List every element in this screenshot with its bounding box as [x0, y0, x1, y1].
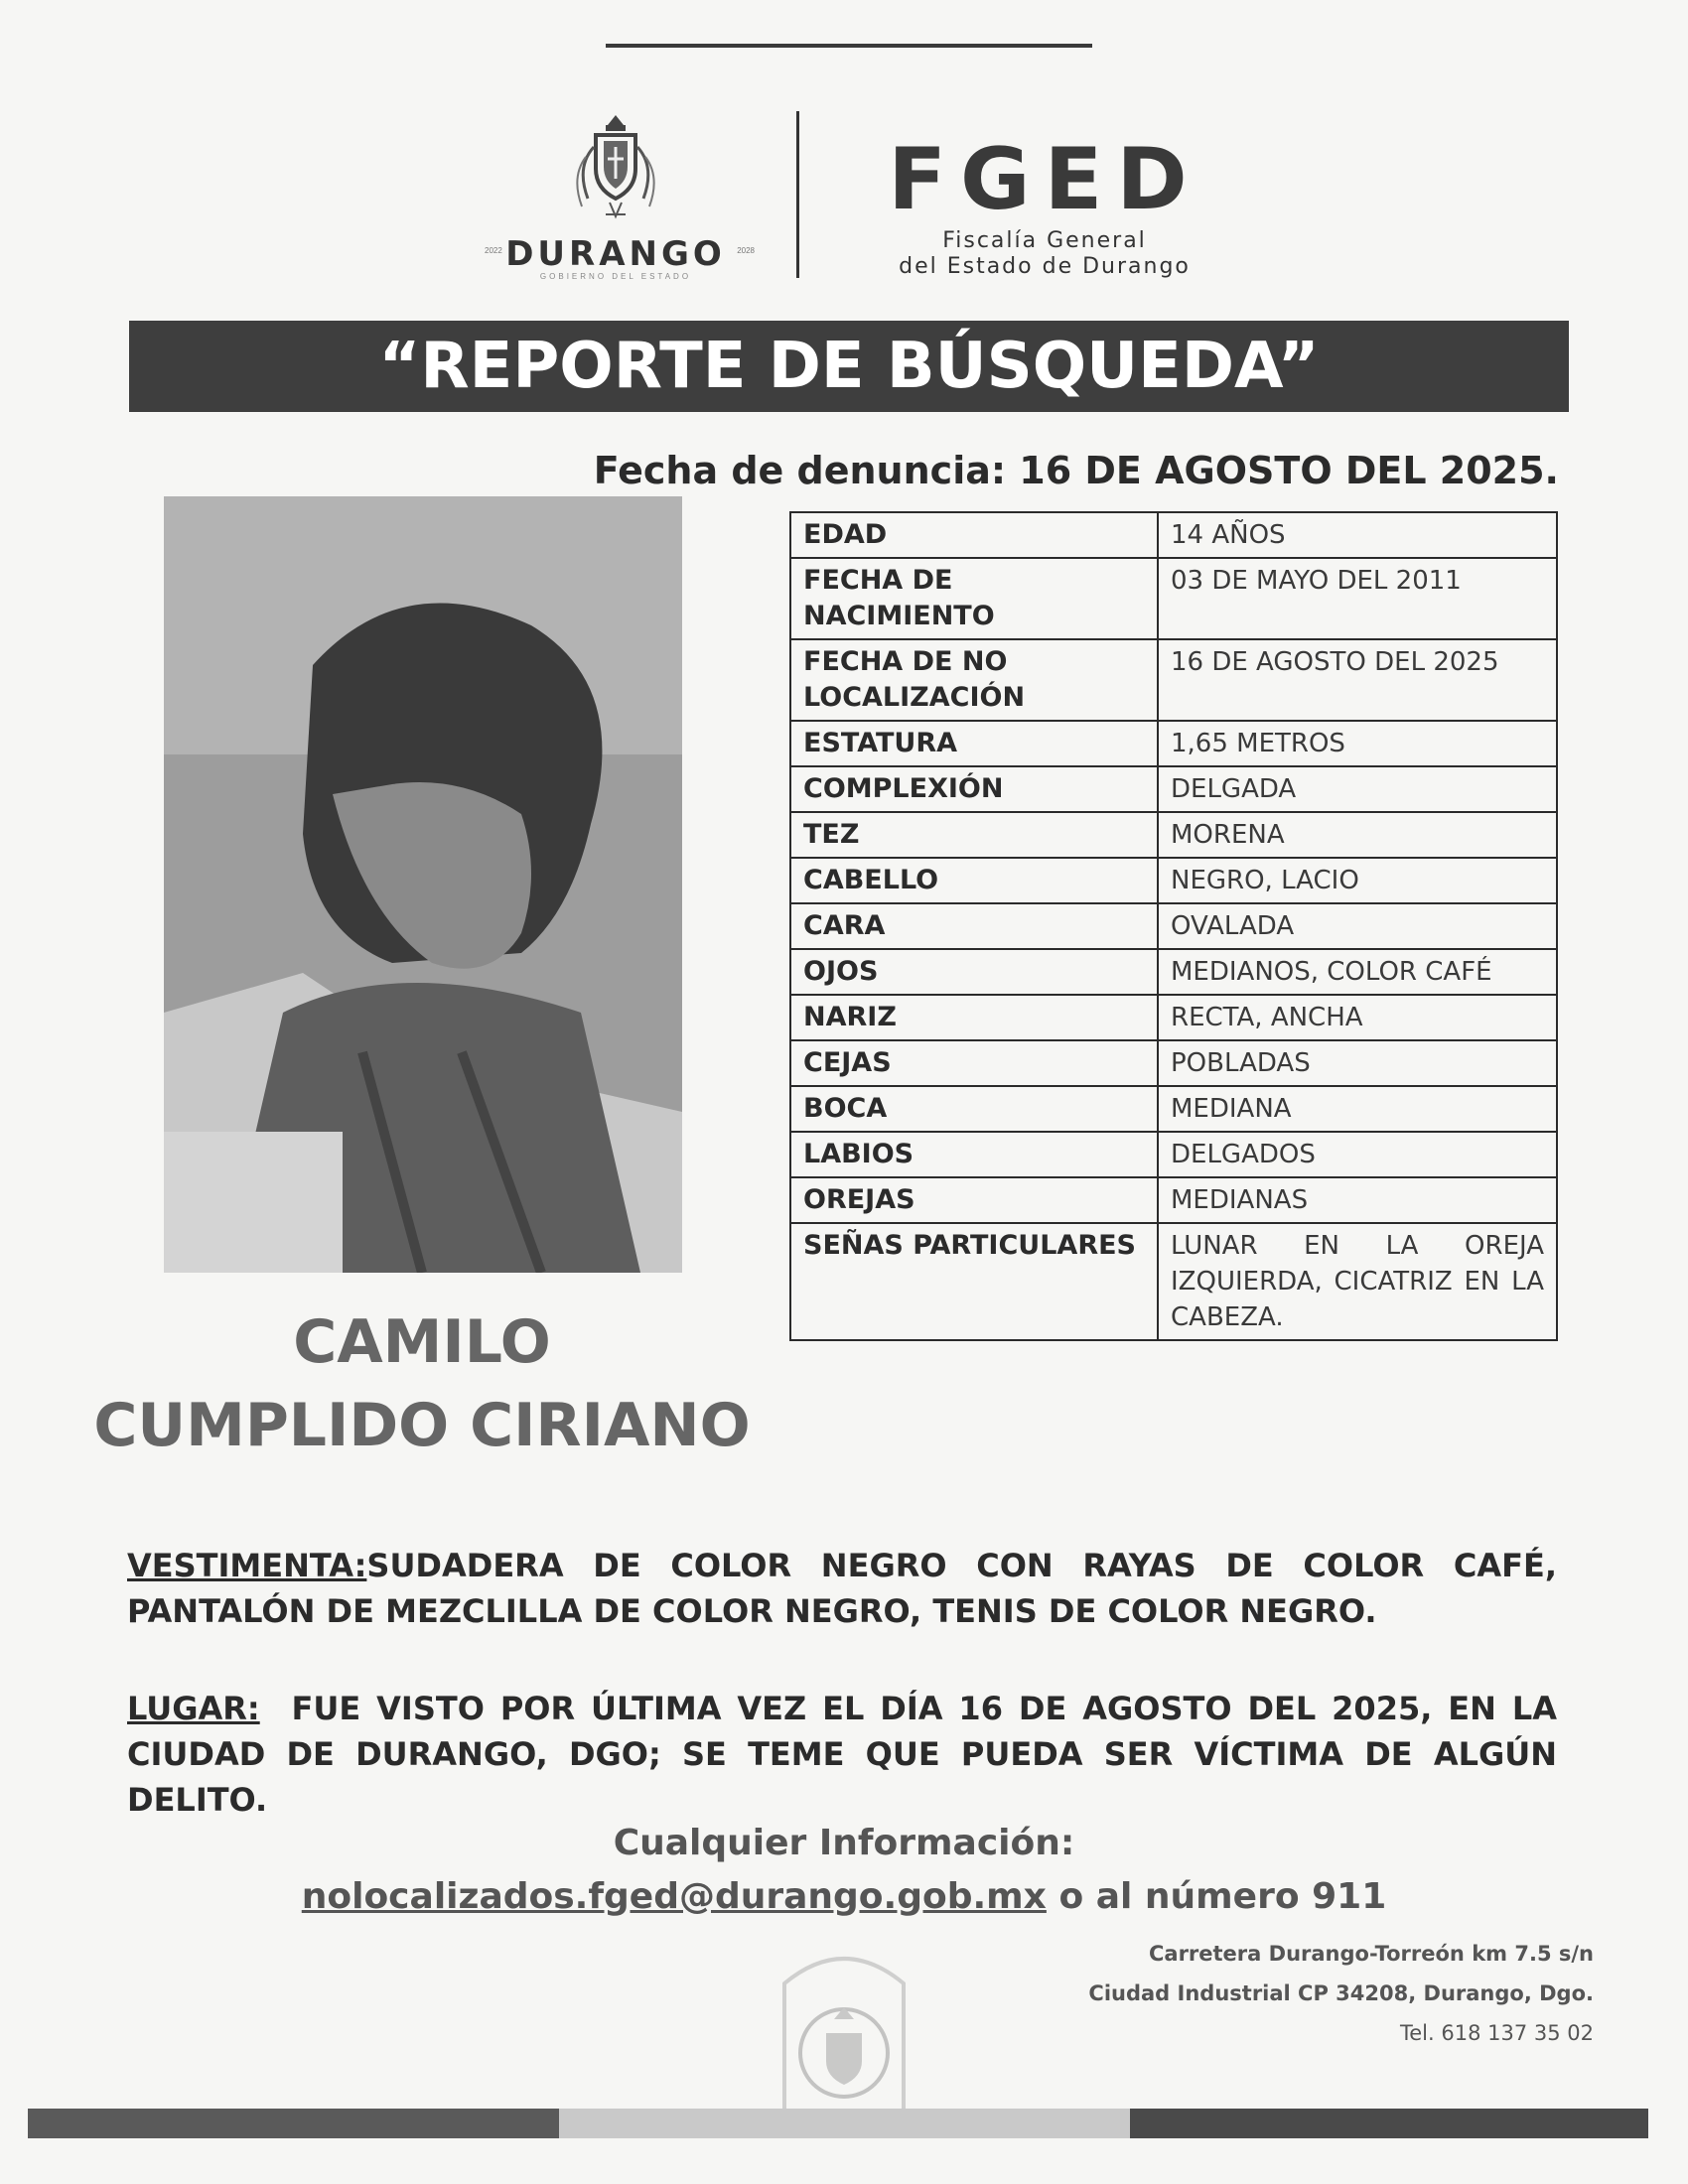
person-first-name: CAMILO [293, 1307, 551, 1377]
details-row [790, 812, 1557, 858]
details-value: NEGRO, LACIO [1158, 858, 1557, 903]
details-value: OVALADA [1158, 903, 1557, 949]
details-value: DELGADOS [1158, 1132, 1557, 1177]
fged-line1: Fiscalía General [942, 228, 1147, 253]
details-label: LABIOS [790, 1132, 1158, 1177]
details-label: CARA [790, 903, 1158, 949]
gov-years-left: 2022 [485, 246, 502, 255]
details-row [790, 558, 1557, 639]
details-value: 16 DE AGOSTO DEL 2025 [1158, 639, 1557, 721]
details-label: OJOS [790, 949, 1158, 995]
top-rule [606, 44, 1092, 48]
details-value: LUNAR EN LA OREJA IZQUIERDA, CICATRIZ EN LA CABEZA. [1158, 1223, 1557, 1340]
gov-years-right: 2028 [737, 246, 755, 255]
address-phone: Tel. 618 137 35 02 [1400, 2021, 1594, 2045]
details-row [790, 766, 1557, 812]
details-row [790, 721, 1557, 766]
footer-seal-icon [765, 1944, 923, 2122]
details-value: 1,65 METROS [1158, 721, 1557, 766]
details-label: CEJAS [790, 1040, 1158, 1086]
fged-line2: del Estado de Durango [899, 254, 1191, 279]
details-row [790, 512, 1557, 558]
report-banner: “REPORTE DE BÚSQUEDA” [129, 321, 1569, 412]
details-value: 14 AÑOS [1158, 512, 1557, 558]
details-row [790, 995, 1557, 1040]
clothing-text: SUDADERA DE COLOR NEGRO CON RAYAS DE COLOR CAFÉ, PANTALÓN DE MEZCLILLA DE COLOR NEGRO, TENIS DE COLOR NEGRO. [127, 1547, 1557, 1630]
details-value: DELGADA [1158, 766, 1557, 812]
durango-government-logo [467, 107, 765, 282]
details-label: FECHA DE NACIMIENTO [790, 558, 1158, 639]
details-row [790, 1177, 1557, 1223]
details-label: EDAD [790, 512, 1158, 558]
contact-phone-text: o al número 911 [1058, 1876, 1387, 1917]
address-block [1088, 1934, 1594, 2053]
location-label: LUGAR: [127, 1690, 260, 1727]
details-label: BOCA [790, 1086, 1158, 1132]
fged-logo [856, 130, 1233, 280]
details-row [790, 1040, 1557, 1086]
details-row [790, 639, 1557, 721]
details-label: FECHA DE NO LOCALIZACIÓN [790, 639, 1158, 721]
address-line2: Ciudad Industrial CP 34208, Durango, Dgo. [1088, 1981, 1594, 2005]
details-row [790, 949, 1557, 995]
person-name [89, 1300, 755, 1467]
details-label: COMPLEXIÓN [790, 766, 1158, 812]
details-table [789, 511, 1558, 1341]
clothing-paragraph [127, 1543, 1557, 1634]
gov-subtitle: GOBIERNO DEL ESTADO [539, 272, 692, 281]
gov-name: DURANGO [505, 234, 726, 274]
details-label: OREJAS [790, 1177, 1158, 1223]
details-value: MEDIANOS, COLOR CAFÉ [1158, 949, 1557, 995]
portrait-illustration [164, 496, 682, 1273]
missing-person-photo [164, 496, 682, 1273]
details-value: 03 DE MAYO DEL 2011 [1158, 558, 1557, 639]
contact-line [0, 1876, 1688, 1917]
details-row [790, 903, 1557, 949]
footer-bar-segment-right [1130, 2109, 1648, 2138]
report-date: Fecha de denuncia: 16 DE AGOSTO DEL 2025. [593, 449, 1559, 492]
fged-acronym: FGED [888, 130, 1201, 229]
details-label: SEÑAS PARTICULARES [790, 1223, 1158, 1340]
durango-crest-icon [566, 107, 665, 226]
header-divider [796, 111, 799, 278]
address-line1: Carretera Durango-Torreón km 7.5 s/n [1148, 1942, 1594, 1966]
details-value: RECTA, ANCHA [1158, 995, 1557, 1040]
footer-bar-segment-middle [559, 2109, 1130, 2138]
contact-title: Cualquier Información: [613, 1823, 1075, 1863]
location-paragraph [127, 1686, 1557, 1823]
details-value: MORENA [1158, 812, 1557, 858]
clothing-label: VESTIMENTA: [127, 1547, 367, 1584]
footer-bar-segment-left [28, 2109, 559, 2138]
details-label: NARIZ [790, 995, 1158, 1040]
details-label: TEZ [790, 812, 1158, 858]
details-row [790, 858, 1557, 903]
details-label: ESTATURA [790, 721, 1158, 766]
details-table-body [790, 512, 1557, 1340]
details-row [790, 1223, 1557, 1340]
details-value: MEDIANA [1158, 1086, 1557, 1132]
details-row [790, 1132, 1557, 1177]
details-value: MEDIANAS [1158, 1177, 1557, 1223]
person-last-names: CUMPLIDO CIRIANO [93, 1391, 751, 1460]
details-value: POBLADAS [1158, 1040, 1557, 1086]
details-row [790, 1086, 1557, 1132]
contact-email-link[interactable]: nolocalizados.fged@durango.gob.mx [301, 1876, 1047, 1917]
details-label: CABELLO [790, 858, 1158, 903]
location-text: FUE VISTO POR ÚLTIMA VEZ EL DÍA 16 DE AGOSTO DEL 2025, EN LA CIUDAD DE DURANGO, DGO; SE TEME QUE PUEDA SER VÍCTIMA DE ALGÚN DELITO. [127, 1690, 1558, 1819]
footer-bar [28, 2109, 1648, 2138]
